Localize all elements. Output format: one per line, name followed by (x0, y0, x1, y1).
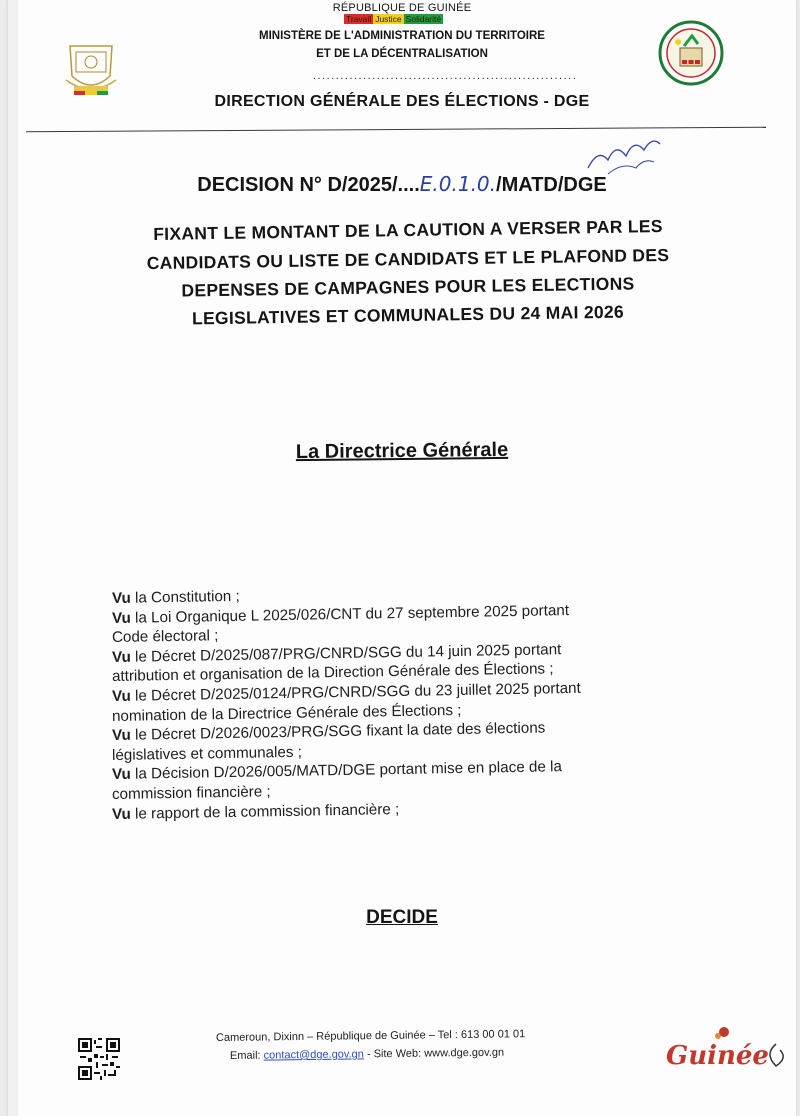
direction-title: DIRECTION GÉNÉRALE DES ÉLECTIONS - DGE (214, 93, 590, 110)
visa-text: législatives et communales ; (111, 743, 303, 764)
website-text: - Site Web: www.dge.gov.gn (363, 1046, 505, 1061)
decision-title-line: DEPENSES DE CAMPAGNES POUR LES ELECTIONS (181, 273, 635, 301)
email-link[interactable]: contact@dge.gov.gn (263, 1048, 364, 1062)
decision-handwritten-number: E.0.1.0. (419, 172, 497, 196)
decision-suffix: /MATD/DGE (496, 174, 607, 196)
motto-word: Justice (375, 14, 402, 24)
visa-line (112, 743, 302, 763)
republic-title: RÉPUBLIQUE DE GUINÉE (332, 2, 472, 14)
visa-keyword: Vu (111, 805, 131, 823)
qr-code-icon (78, 1038, 120, 1080)
decision-title-line: LEGISLATIVES ET COMMUNALES DU 24 MAI 2026 (191, 301, 625, 329)
visa-text: attribution et organisation de la Direction Générale des Élections ; (111, 660, 554, 686)
visa-keyword: Vu (111, 726, 131, 745)
visa-keyword: Vu (111, 648, 131, 666)
motto-word: Travail (346, 14, 372, 24)
scan-edge (8, 0, 18, 1116)
decision-number (8, 172, 796, 197)
visa-keyword: Vu (111, 589, 131, 607)
visa-text: Code électoral ; (111, 627, 219, 647)
visa-text: la Loi Organique L 2025/026/CNT du 27 septembre 2025 portant (130, 601, 570, 627)
visa-line (112, 783, 271, 803)
footer-contact (230, 1047, 504, 1062)
decision-prefix: DECISION N° D/2025/.... (197, 174, 420, 196)
guinee-brand-logo (664, 1022, 796, 1082)
ministry-line-2: ET DE LA DÉCENTRALISATION (316, 48, 488, 60)
visa-line (112, 588, 240, 607)
motto-word: Solidarité (405, 14, 442, 24)
email-label: Email: (229, 1049, 264, 1062)
visa-text: le rapport de la commission financière ; (130, 800, 400, 823)
decide-heading: DECIDE (366, 907, 438, 928)
visa-text: la Décision D/2026/005/MATD/DGE portant mise en place de la (130, 758, 563, 784)
footer-address: Cameroun, Dixinn – République de Guinée – Tel : 613 00 01 01 (215, 1028, 526, 1044)
document-page (8, 0, 796, 1116)
visa-text: le Décret D/2026/0023/PRG/SGG fixant la date des élections (130, 719, 546, 744)
authority-heading: La Directrice Générale (295, 438, 509, 464)
ministry-line-1: MINISTÈRE DE L'ADMINISTRATION DU TERRITOIRE (259, 30, 545, 42)
visa-keyword: Vu (111, 687, 131, 705)
decision-title-line: FIXANT LE MONTANT DE LA CAUTION A VERSER PAR LES (153, 215, 663, 245)
visa-text: commission financière ; (111, 783, 271, 803)
visa-keyword: Vu (111, 766, 131, 784)
national-motto (344, 14, 443, 24)
visa-text: nomination de la Directrice Générale des Élections ; (111, 701, 462, 725)
visa-text: le Décret D/2025/087/PRG/CNRD/SGG du 14 juin 2025 portant (130, 640, 562, 666)
visa-line (112, 801, 400, 823)
visa-text: la Constitution ; (130, 587, 240, 607)
visa-line (112, 627, 219, 646)
decision-title-line: CANDIDATS OU LISTE DE CANDIDATS ET LE PLAFOND DES (146, 244, 670, 274)
visa-text: le Décret D/2025/0124/PRG/CNRD/SGG du 23 juillet 2025 portant (130, 679, 581, 705)
guinee-logo-text: Guinée (666, 1041, 769, 1071)
dotted-separator: .......................................................... (313, 70, 578, 82)
visa-keyword: Vu (111, 609, 131, 627)
